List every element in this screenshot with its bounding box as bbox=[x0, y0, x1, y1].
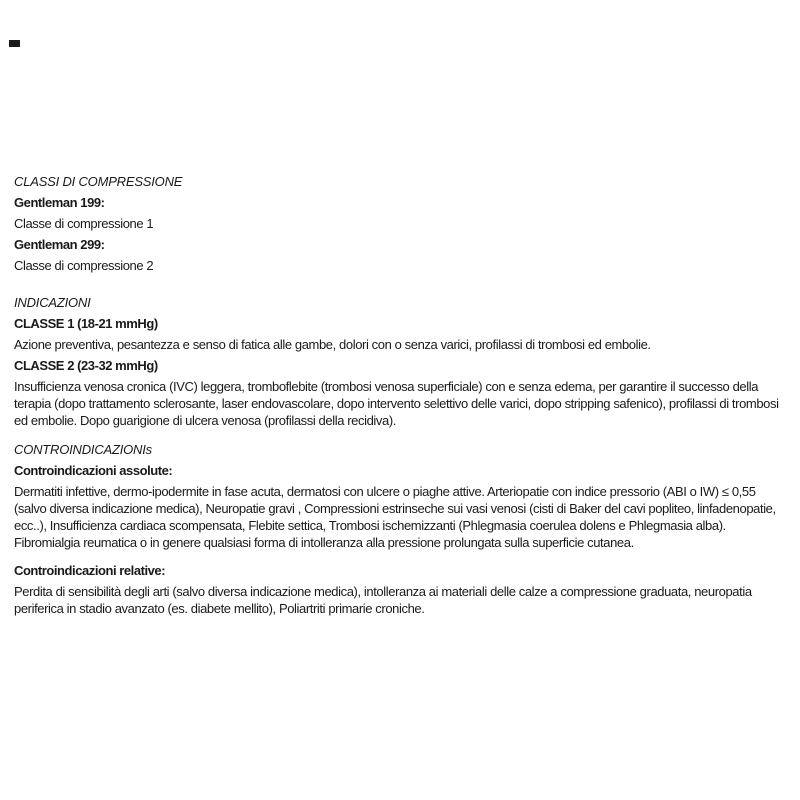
description-section bbox=[14, 294, 790, 429]
subheading: CLASSE 1 (18-21 mmHg) bbox=[14, 316, 158, 331]
description-section bbox=[14, 173, 790, 274]
paragraph: Classe di compressione 1 bbox=[14, 216, 154, 231]
paragraph: Azione preventiva, pesantezza e senso di fatica alle gambe, dolori con o senza varici, profilassi di trombosi ed embolie. bbox=[14, 337, 651, 352]
paragraph: Classe di compressione 2 bbox=[14, 258, 154, 273]
subheading: Controindicazioni assolute: bbox=[14, 463, 173, 478]
section-heading: CLASSI DI COMPRESSIONE bbox=[14, 174, 183, 189]
subheading: CLASSE 2 (23-32 mmHg) bbox=[14, 358, 158, 373]
subheading: Gentleman 299: bbox=[14, 237, 105, 252]
section-heading: CONTROINDICAZIONIs bbox=[14, 442, 152, 457]
subheading: Controindicazioni relative: bbox=[14, 563, 166, 578]
paragraph: Insufficienza venosa cronica (IVC) leggera, tromboflebite (trombosi venosa superficiale) con e senza edema, per garantire il successo della terapia (dopo trattamento sclerosante, laser endovascolare, dopo intervento selettivo delle varici, dopo stripping safenico), profilassi di trombosi ed embolie. Dopo guarigione di ulcera venosa (profilassi della recidiva). bbox=[14, 379, 779, 428]
description-section bbox=[14, 441, 790, 617]
section-heading: INDICAZIONI bbox=[14, 295, 91, 310]
paragraph: Perdita di sensibilità degli arti (salvo diversa indicazione medica), intolleranza ai materiali delle calze a compressione graduata, neuropatia periferica in stadio avanzato (es. diabete mellito), Poliartriti primarie croniche. bbox=[14, 584, 752, 616]
subheading: Gentleman 199: bbox=[14, 195, 105, 210]
paragraph: Dermatiti infettive, dermo-ipodermite in fase acuta, dermatosi con ulcere o piaghe attive. Arteriopatie con indice pressorio (ABI o IW) ≤ 0,55 (salvo diversa indicazione medica), Neuropatie gravi , Compressioni estrinseche sui vasi venosi (cisti di Baker del cavi popliteo, linfadenopatie, ecc..), Insufficienza cardiaca scompensata, Flebite settica, Trombosi ischemizzanti (Phlegmasia coerulea dolens e Phlegmasia alba). Fibromialgia reumatica o in genere qualsiasi forma di intolleranza alla pressione prolungata sulla superficie cutanea. bbox=[14, 484, 776, 550]
